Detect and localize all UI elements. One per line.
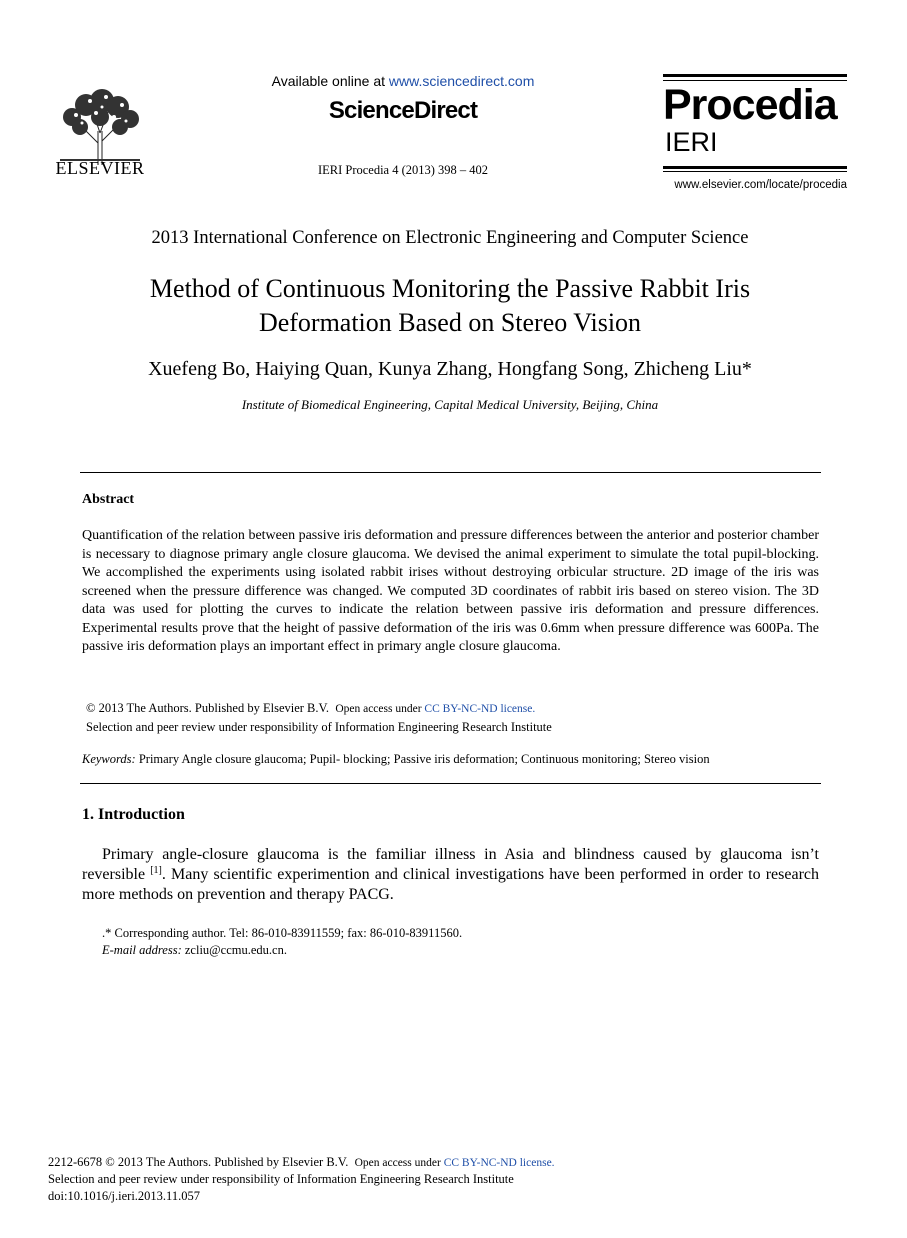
footer-doi[interactable]: doi:10.1016/j.ieri.2013.11.057 xyxy=(48,1189,200,1203)
footer-peer-review: Selection and peer review under responsibility of Information Engineering Research Institute xyxy=(48,1172,514,1186)
email-address[interactable]: zcliu@ccmu.edu.cn. xyxy=(181,943,287,957)
section-heading-introduction: 1. Introduction xyxy=(82,806,185,823)
intro-text-b: . Many scientific experimention and clinical investigations have been performed in order to research more methods on prevention and therapy PACG. xyxy=(82,866,820,903)
keywords xyxy=(82,752,819,767)
journal-reference: IERI Procedia 4 (2013) 398 – 402 xyxy=(317,163,489,177)
peer-review-text: Selection and peer review under responsibility of Information Engineering Research Institute xyxy=(86,720,552,734)
procedia-journal-name: IERI xyxy=(665,127,718,157)
title-line-1: Method of Continuous Monitoring the Passive Rabbit Iris xyxy=(149,274,751,303)
keywords-list: Primary Angle closure glaucoma; Pupil- blocking; Passive iris deformation; Continuous monitoring; Stereo vision xyxy=(135,752,710,766)
affiliation: Institute of Biomedical Engineering, Capital Medical University, Beijing, China xyxy=(241,397,659,412)
footer-issn-copyright: 2212-6678 © 2013 The Authors. Published by Elsevier B.V. xyxy=(48,1155,349,1169)
elsevier-wordmark: ELSEVIER xyxy=(55,158,145,178)
procedia-url[interactable]: www.elsevier.com/locate/procedia xyxy=(674,179,847,191)
footer-license-link[interactable]: CC BY-NC-ND license. xyxy=(443,1157,555,1169)
abstract-heading: Abstract xyxy=(82,492,135,507)
introduction-paragraph xyxy=(82,845,819,905)
author-list: Xuefeng Bo, Haiying Quan, Kunya Zhang, Hongfang Song, Zhicheng Liu* xyxy=(148,358,752,380)
footer-open-access: Open access under xyxy=(354,1157,444,1169)
conference-name: 2013 International Conference on Electronic Engineering and Computer Science xyxy=(151,228,749,248)
keywords-label: Keywords: xyxy=(82,752,136,766)
divider-bottom xyxy=(80,783,821,784)
sciencedirect-link[interactable]: www.sciencedirect.com xyxy=(388,73,535,89)
citation-ref[interactable]: [1] xyxy=(150,865,162,876)
open-access-text: Open access under xyxy=(335,703,425,715)
intro-text-a: Primary angle-closure glaucoma is the familiar illness in Asia and blindness caused by glaucoma isn’t reversible xyxy=(82,846,819,883)
paper-title xyxy=(60,272,840,340)
email-label: E-mail address: xyxy=(102,943,182,957)
available-prefix: Available online at xyxy=(271,73,389,89)
email-footnote xyxy=(102,943,287,958)
available-online xyxy=(220,73,586,89)
sciencedirect-logo: ScienceDirect xyxy=(328,97,478,124)
footer-copyright xyxy=(48,1155,555,1170)
title-line-2: Deformation Based on Stereo Vision xyxy=(258,308,642,337)
procedia-wordmark: Procedia xyxy=(663,81,837,129)
divider-top xyxy=(80,472,821,473)
corresponding-author-footnote: .* Corresponding author. Tel: 86-010-83911559; fax: 86-010-83911560. xyxy=(102,926,463,940)
abstract-body: Quantification of the relation between passive iris deformation and pressure differences between the anterior and posterior chamber is necessary to diagnose primary angle closure glaucoma. We devised the animal experiment to simulate the total pupil-blocking. We accomplished the experiments using isolated rabbit irises without destroying orbicular structure. 2D image of the iris was screened when the pressure difference was changed. We computed 3D coordinates of rabbit iris based on stereo vision. The 3D data was used for plotting the curves to indicate the relation between passive iris deformation and pressure differences. Experimental results prove that the height of passive deformation of the iris was 0.6mm when pressure difference was 600Pa. The passive iris deformation plays an important effect in primary angle closure glaucoma. xyxy=(82,528,819,654)
copyright-text: © 2013 The Authors. Published by Elsevier B.V. xyxy=(86,701,330,715)
copyright-notice xyxy=(86,699,786,736)
license-link[interactable]: CC BY-NC-ND license. xyxy=(424,703,536,715)
